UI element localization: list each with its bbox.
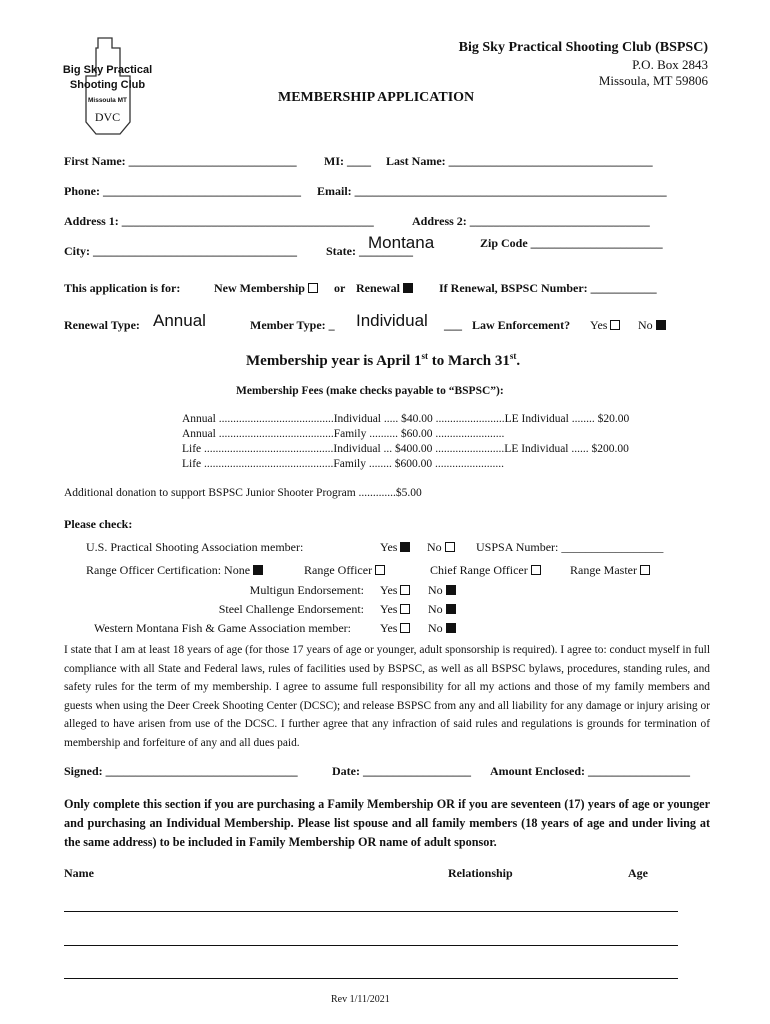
member-type-underline: ___: [444, 318, 462, 332]
multigun-yes-label: Yes: [380, 583, 398, 597]
renewal-label: Renewal: [356, 281, 400, 295]
le-yes-option[interactable]: [590, 318, 620, 333]
steel-label: Steel Challenge Endorsement:: [218, 602, 364, 616]
application-for-label: This application is for:: [64, 281, 181, 295]
fee-line: Life .............................................Family ........ $600.00 ........................: [182, 458, 504, 470]
logo-line-2: Shooting Club: [69, 79, 146, 91]
new-membership-checkbox[interactable]: [308, 283, 318, 293]
range-master-option[interactable]: [570, 563, 650, 578]
wmfga-yes-checkbox[interactable]: [400, 623, 410, 633]
steel-yes-checkbox[interactable]: [400, 604, 410, 614]
uspsa-number-field[interactable]: USPSA Number: _________________: [476, 540, 664, 554]
address1-field[interactable]: Address 1: __________________________________________: [64, 214, 374, 228]
signed-field[interactable]: Signed: ________________________________: [64, 764, 298, 778]
membership-year: [246, 351, 520, 370]
chief-ro-checkbox[interactable]: [531, 565, 541, 575]
multigun-yes-checkbox[interactable]: [400, 585, 410, 595]
ro-none-checkbox-checked[interactable]: [253, 565, 263, 575]
wmfga-no-checkbox-checked[interactable]: [446, 623, 456, 633]
chief-ro-label: Chief Range Officer: [430, 563, 528, 577]
chief-ro-option[interactable]: [430, 563, 541, 578]
logo-line-3: Missoula MT: [87, 97, 127, 104]
steel-no-checkbox-checked[interactable]: [446, 604, 456, 614]
address2-field[interactable]: Address 2: ______________________________: [412, 214, 650, 228]
le-yes-checkbox[interactable]: [610, 320, 620, 330]
renewal-type-label: Renewal Type:: [64, 318, 140, 332]
uspsa-yes-label: Yes: [380, 540, 398, 554]
uspsa-yes-option[interactable]: [380, 540, 410, 555]
le-no-checkbox-checked[interactable]: [656, 320, 666, 330]
fees-heading: Membership Fees (make checks payable to “BSPSC”):: [236, 385, 504, 397]
family-entry-line[interactable]: [64, 945, 678, 946]
new-membership-option[interactable]: [214, 281, 318, 296]
uspsa-no-option[interactable]: [427, 540, 455, 555]
membership-year-suffix: .: [516, 353, 521, 369]
multigun-no-label: No: [428, 583, 443, 597]
fee-line: Life .............................................Individual ... $400.00 ........................LE Individual ...... $200.00: [182, 443, 629, 455]
last-name-field[interactable]: Last Name: __________________________________: [386, 154, 653, 168]
zip-field[interactable]: Zip Code ______________________: [480, 236, 663, 250]
range-officer-option[interactable]: [304, 563, 385, 578]
family-entry-line[interactable]: [64, 978, 678, 979]
city-state-zip: Missoula, MT 59806: [598, 73, 708, 88]
family-entry-line[interactable]: [64, 911, 678, 912]
multigun-label: Multigun Endorsement:: [249, 583, 364, 597]
date-field[interactable]: Date: __________________: [332, 764, 471, 778]
mi-field[interactable]: MI: ____: [324, 154, 371, 168]
multigun-no-checkbox-checked[interactable]: [446, 585, 456, 595]
renewal-number-field[interactable]: If Renewal, BSPSC Number: ___________: [439, 281, 657, 295]
le-no-label: No: [638, 318, 653, 332]
range-officer-label: Range Officer: [304, 563, 373, 577]
wmfga-yes-option[interactable]: [380, 621, 410, 636]
le-yes-label: Yes: [590, 318, 608, 332]
fee-line: Annual ........................................Individual ..... $40.00 ........................LE Individual ........ $20.00: [182, 413, 630, 425]
org-name: Big Sky Practical Shooting Club (BSPSC): [458, 40, 708, 55]
member-type-value[interactable]: Individual: [356, 311, 428, 330]
renewal-type-value[interactable]: Annual: [153, 311, 206, 330]
multigun-no-option[interactable]: [428, 583, 456, 598]
wmfga-label: Western Montana Fish & Game Association member:: [94, 621, 351, 635]
new-membership-label: New Membership: [214, 281, 305, 295]
le-no-option[interactable]: [638, 318, 666, 333]
wmfga-no-option[interactable]: [428, 621, 456, 636]
ro-cert-label: Range Officer Certification: None: [86, 563, 251, 577]
ro-none-option[interactable]: [86, 563, 263, 578]
first-name-field[interactable]: First Name: ____________________________: [64, 154, 297, 168]
revision-footer: Rev 1/11/2021: [331, 994, 390, 1005]
membership-year-prefix: Membership year is April 1: [246, 353, 422, 369]
wmfga-yes-label: Yes: [380, 621, 398, 635]
logo-line-1: Big Sky Practical: [62, 64, 153, 76]
steel-no-option[interactable]: [428, 602, 456, 617]
please-check-heading: Please check:: [64, 517, 133, 531]
uspsa-no-label: No: [427, 540, 442, 554]
donation-line: Additional donation to support BSPSC Junior Shooter Program .............$5.00: [64, 487, 422, 499]
uspsa-no-checkbox[interactable]: [445, 542, 455, 552]
amount-enclosed-field[interactable]: Amount Enclosed: _________________: [490, 764, 691, 778]
renewal-checkbox-checked[interactable]: [403, 283, 413, 293]
phone-field[interactable]: Phone: _________________________________: [64, 184, 301, 198]
multigun-yes-option[interactable]: [380, 583, 410, 598]
form-title: MEMBERSHIP APPLICATION: [278, 90, 475, 105]
renewal-option[interactable]: [356, 281, 413, 296]
city-field[interactable]: City: __________________________________: [64, 244, 297, 258]
or-label: or: [334, 281, 346, 295]
steel-yes-option[interactable]: [380, 602, 410, 617]
membership-year-sup-2: st: [509, 351, 517, 361]
range-master-checkbox[interactable]: [640, 565, 650, 575]
state-value[interactable]: Montana: [368, 233, 435, 252]
fee-line: Annual ........................................Family .......... $60.00 ........................: [182, 428, 505, 440]
membership-year-middle: to March 31: [428, 353, 510, 369]
family-age-header: Age: [628, 866, 648, 880]
membership-year-sup-1: st: [421, 351, 429, 361]
po-box: P.O. Box 2843: [632, 57, 708, 72]
law-enforcement-label: Law Enforcement?: [472, 318, 571, 332]
family-membership-note: Only complete this section if you are purchasing a Family Membership OR if you are seventeen (17) years of age or younger and purchasing an Individual Membership. Please list spouse and all family members (18 years of age and under living at the same address) to be included in Family Membership OR name of adult sponsor.: [64, 797, 710, 849]
uspsa-yes-checkbox-checked[interactable]: [400, 542, 410, 552]
logo-mark: DVC: [94, 110, 121, 124]
steel-yes-label: Yes: [380, 602, 398, 616]
club-logo: [60, 36, 155, 136]
family-name-header: Name: [64, 866, 94, 880]
range-master-label: Range Master: [570, 563, 637, 577]
range-officer-checkbox[interactable]: [375, 565, 385, 575]
family-relationship-header: Relationship: [448, 866, 513, 880]
steel-no-label: No: [428, 602, 443, 616]
wmfga-no-label: No: [428, 621, 443, 635]
state-field[interactable]: State: _________: [326, 244, 413, 258]
uspsa-label: U.S. Practical Shooting Association member:: [86, 540, 304, 554]
email-field[interactable]: Email: ____________________________________________________: [317, 184, 667, 198]
member-type-label: Member Type: _: [250, 318, 335, 332]
agreement-paragraph: I state that I am at least 18 years of age (for those 17 years of age or younger, adult sponsorship is required). I agree to: conduct myself in full compliance with all State and Federal laws, rules of facilities used by BSPSC, as well as all BSPSC bylaws, procedures, standing rules, and safety rules for the term of my membership. I agree to assume full responsibility for all my actions and those of my family members and guests when using the Deer Creek Shooting Center (DCSC); and release BSPSC from any and all liability for any damage or injury arising or alleged to have arisen from use of the DCSC. I further agree that any infraction of said rules and regulations is grounds for termination of membership and forfeiture of any and all dues paid.: [64, 644, 710, 749]
